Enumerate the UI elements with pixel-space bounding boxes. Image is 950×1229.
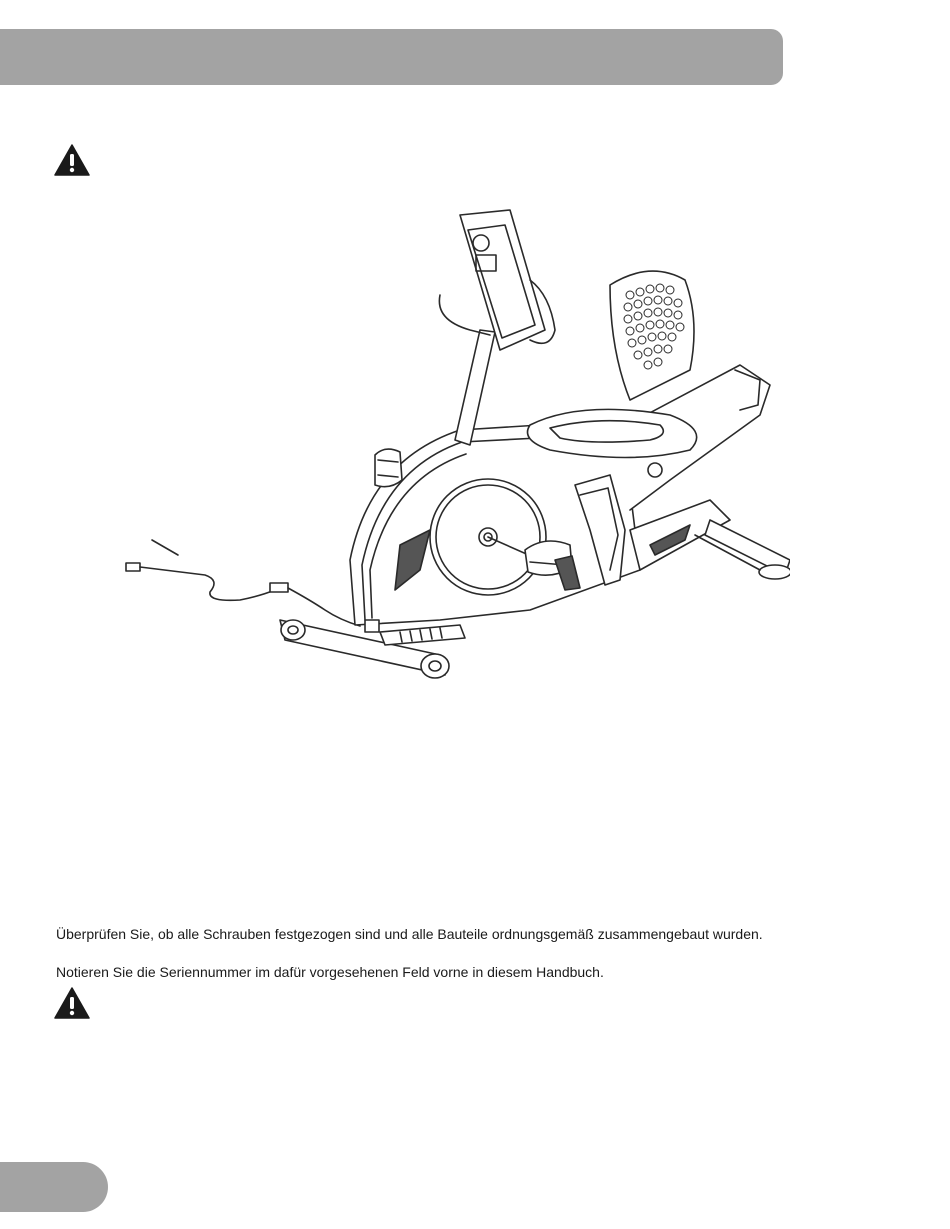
power-cord <box>126 540 360 626</box>
seat <box>528 271 697 477</box>
header-bar <box>0 29 783 85</box>
warning-triangle-icon <box>54 144 90 176</box>
exercise-bike-illustration <box>110 200 790 700</box>
console-mast <box>439 210 555 445</box>
instruction-paragraph: Notieren Sie die Seriennummer im dafür vorgesehenen Feld vorne in diesem Handbuch. <box>56 964 604 980</box>
warning-triangle-icon <box>54 987 90 1019</box>
instruction-paragraph: Überprüfen Sie, ob alle Schrauben festgezogen sind und alle Bauteile ordnungsgemäß zusammengebaut wurden. <box>56 926 763 942</box>
page-number-tab <box>0 1162 108 1212</box>
